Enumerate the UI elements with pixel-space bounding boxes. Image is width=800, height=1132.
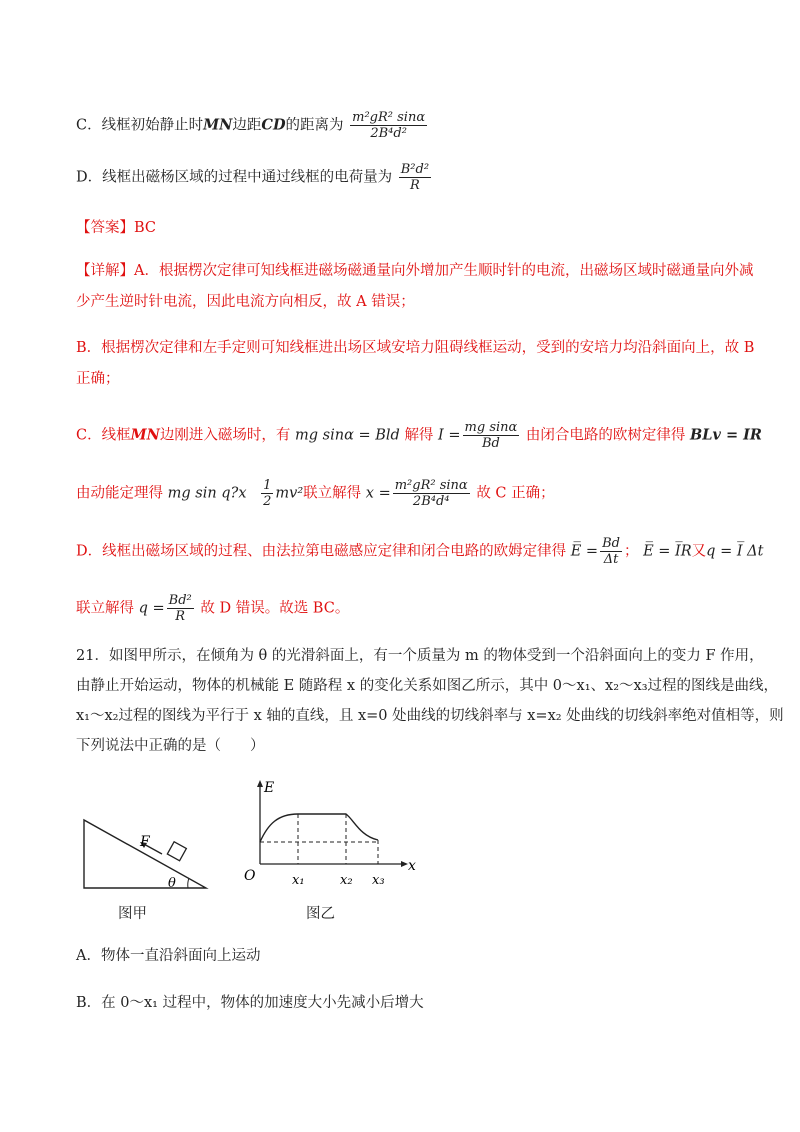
- option-d-fraction: [399, 162, 431, 193]
- option-c-fraction-num: m²gR² sinα: [352, 110, 426, 125]
- detail-d-e-fraction: [600, 536, 622, 567]
- detail-c-x: x =: [365, 485, 391, 502]
- detail-c-half-den: 2: [263, 494, 272, 509]
- y-axis-label: E: [264, 780, 275, 796]
- detail-d-you: 又: [691, 543, 707, 560]
- option-c-suffix: 的距离为: [285, 117, 344, 134]
- detail-d-line2: [76, 593, 349, 624]
- detail-d-q-den: R: [175, 609, 186, 624]
- detail-c-mn: MN: [130, 426, 160, 444]
- angle-label: θ: [168, 876, 176, 891]
- detail-d-combine: 联立解得: [76, 600, 134, 617]
- detail-c-i-den: Bd: [481, 436, 500, 451]
- option-c-fraction-den: 2B⁴d²: [370, 126, 407, 141]
- angle-arc: [188, 878, 189, 888]
- detail-d-eq2: E̅ = I̅R: [643, 543, 692, 560]
- detail-c-x-den: 2B⁴d⁴: [412, 494, 450, 509]
- figure-energy-graph: [240, 774, 420, 894]
- detail-c-half-num: 1: [263, 478, 272, 493]
- tick-x3: x₃: [372, 873, 385, 888]
- y-axis-arrow: [257, 780, 263, 787]
- force-label: F: [140, 834, 150, 850]
- answer: 【答案】BC: [76, 220, 157, 236]
- energy-curve: [260, 814, 378, 842]
- detail-d-q: q =: [138, 600, 165, 617]
- incline-block: [167, 842, 186, 861]
- option-c-cd: CD: [261, 116, 286, 134]
- option-c-prefix: C．线框初始静止时: [76, 117, 204, 134]
- detail-c-eq2: BLv = IR: [690, 426, 762, 444]
- detail-d-q-num: Bd²: [168, 593, 192, 608]
- detail-c-combine: 联立解得: [303, 485, 362, 502]
- figure-b-caption: 图乙: [306, 906, 335, 922]
- detail-c-energy: 由动能定理得: [76, 485, 163, 502]
- detail-d-q-fraction: [167, 593, 194, 624]
- detail-c-conclusion: 故 C 正确；: [476, 485, 555, 502]
- option-c-mid: 边距: [232, 117, 262, 134]
- detail-c-i: I =: [438, 427, 461, 444]
- detail-d-text: D．线框出磁场区域的过程、由法拉第电磁感应定律和闭合电路的欧姆定律得: [76, 543, 567, 560]
- detail-d-sep: ；: [623, 543, 639, 560]
- detail-d-e: E̅ =: [570, 543, 599, 560]
- detail-d-line1: [76, 536, 763, 567]
- detail-b-line1: B．根据楞次定律和左手定则可知线框进出场区域安培力阻碍线框运动，受到的安培力均沿斜面向上，故 B: [76, 340, 755, 356]
- detail-c-prefix: C．线框: [76, 427, 131, 444]
- question21-line2: 由静止开始运动，物体的机械能 E 随路程 x 的变化关系如图乙所示，其中 0～x₁、x₂～x₃过程的图线是曲线，: [76, 678, 778, 694]
- detail-c-eq1: mg sinα = Bld: [295, 427, 400, 444]
- option-d-fraction-num: B²d²: [400, 162, 430, 177]
- detail-c-ohm: 由闭合电路的欧树定律得: [525, 427, 686, 444]
- tick-x1: x₁: [292, 873, 305, 888]
- option21-b: B．在 0～x₁ 过程中，物体的加速度大小先减小后增大: [76, 995, 424, 1011]
- question21-line4: 下列说法中正确的是（ ）: [76, 738, 265, 754]
- detail-c-half: [261, 478, 273, 509]
- detail-a-line1: 【详解】A．根据楞次定律可知线框进磁场磁通量向外增加产生顺时针的电流，出磁场区域时磁通量向外减: [76, 263, 754, 279]
- detail-c-text: 边刚进入磁场时，有: [159, 427, 291, 444]
- detail-d-eq3: q = I̅ Δt: [706, 543, 764, 560]
- option-d: [76, 162, 433, 193]
- figure-a-caption: 图甲: [118, 906, 147, 922]
- option-c-mn: MN: [203, 116, 233, 134]
- figure-incline: [76, 810, 216, 900]
- detail-d-e-den: Δt: [603, 552, 619, 567]
- detail-b-line2: 正确；: [76, 371, 120, 387]
- option-c: [76, 110, 429, 141]
- detail-c-x-fraction: [393, 478, 470, 509]
- origin-label: O: [244, 868, 256, 884]
- detail-c-line2: [76, 478, 555, 509]
- question21-line1: 21．如图甲所示，在倾角为 θ 的光滑斜面上，有一个质量为 m 的物体受到一个沿斜面向上的变力 F 作用，: [76, 648, 764, 664]
- option-c-fraction: [350, 110, 427, 141]
- tick-x2: x₂: [340, 873, 353, 888]
- x-axis-arrow: [401, 861, 408, 867]
- detail-a-line2: 少产生逆时针电流，因此电流方向相反，故 A 错误；: [76, 294, 415, 310]
- detail-c-i-num: mg sinα: [464, 420, 518, 435]
- detail-d-conclusion: 故 D 错误。故选 BC。: [200, 600, 350, 617]
- option21-a: A．物体一直沿斜面向上运动: [76, 948, 261, 964]
- detail-c-eq3: mg sin q?x: [167, 485, 247, 502]
- detail-d-e-num: Bd: [602, 536, 620, 551]
- detail-c-line1: [76, 420, 762, 451]
- option-d-fraction-den: R: [409, 178, 420, 193]
- detail-c-mv: mv²: [275, 485, 304, 502]
- detail-c-i-fraction: [463, 420, 520, 451]
- question21-line3: x₁～x₂过程的图线为平行于 x 轴的直线，且 x=0 处曲线的切线斜率与 x=x₂ 处曲线的切线斜率绝对值相等，则: [76, 708, 784, 724]
- detail-c-x-num: m²gR² sinα: [394, 478, 468, 493]
- incline-triangle: [84, 820, 206, 888]
- option-d-prefix: D．线框出磁杨区域的过程中通过线框的电荷量为: [76, 169, 393, 186]
- detail-c-solve: 解得: [404, 427, 434, 444]
- x-axis-label: x: [408, 858, 416, 874]
